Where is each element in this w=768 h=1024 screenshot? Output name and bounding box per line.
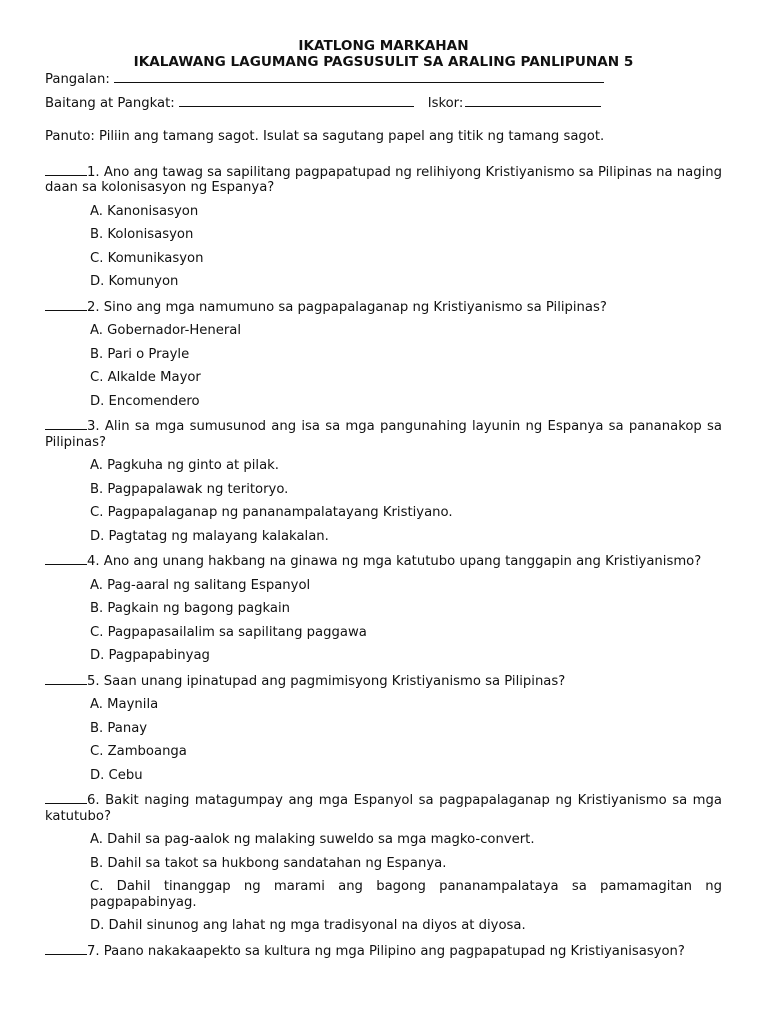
worksheet-page (45, 36, 722, 959)
answer-option: A. Maynila (90, 697, 159, 712)
question-number: 7. (87, 943, 100, 959)
answer-option: D. Pagpapabinyag (90, 648, 210, 663)
answer-option: D. Komunyon (90, 274, 179, 289)
question-text: Saan unang ipinatupad ang pagmimisyong Kristiyanismo sa Pilipinas? (103, 673, 566, 689)
score-label: Iskor: (427, 95, 464, 111)
grade-label: Baitang at Pangkat: (45, 95, 175, 111)
exam-title: IKALAWANG LAGUMANG PAGSUSULIT SA ARALING PANLIPUNAN 5 (133, 54, 634, 70)
question-number: 5. (87, 673, 100, 689)
question-item (45, 791, 722, 824)
answer-blank[interactable] (45, 163, 87, 176)
question-number: 1. (87, 164, 100, 180)
instructions: Panuto: Piliin ang tamang sagot. Isulat sa sagutang papel ang titik ng tamang sagot. (45, 129, 605, 144)
answer-option: B. Dahil sa takot sa hukbong sandatahan ng Espanya. (90, 855, 447, 871)
answer-option: C. Pagpapalaganap ng pananampalatayang Kristiyano. (90, 505, 453, 520)
option-list (45, 697, 722, 783)
question-item (45, 298, 722, 316)
option-list (45, 458, 722, 544)
question-item (45, 672, 722, 690)
name-blank[interactable] (114, 70, 604, 83)
question-number: 6. (87, 793, 100, 808)
question-text: Bakit naging matagumpay ang mga Espanyol sa pagpapalaganap ng Kristiyanismo sa mga katutubo? (45, 793, 722, 824)
answer-option: A. Pag-aaral ng salitang Espanyol (90, 577, 311, 593)
answer-option: D. Pagtatag ng malayang kalakalan. (90, 528, 329, 544)
name-label: Pangalan: (45, 72, 110, 87)
answer-option: D. Dahil sinunog ang lahat ng mga tradisyonal na diyos at diyosa. (90, 918, 526, 933)
grade-blank[interactable] (179, 94, 414, 107)
answer-blank[interactable] (45, 942, 87, 955)
answer-option: D. Encomendero (90, 393, 200, 409)
answer-blank[interactable] (45, 298, 87, 311)
grade-score-row (45, 94, 722, 112)
answer-option: B. Pagkain ng bagong pagkain (90, 601, 291, 616)
question-number: 2. (87, 299, 100, 315)
question-list (45, 163, 722, 960)
name-row (45, 70, 722, 88)
answer-blank[interactable] (45, 417, 87, 430)
question-item (45, 942, 722, 960)
answer-option: A. Kanonisasyon (90, 203, 199, 219)
question-item (45, 417, 722, 450)
answer-option: B. Panay (90, 720, 148, 736)
answer-option: B. Pari o Prayle (90, 346, 190, 362)
answer-option: A. Pagkuha ng ginto at pilak. (90, 458, 280, 473)
option-list (45, 832, 722, 934)
answer-option: A. Gobernador-Heneral (90, 323, 242, 338)
question-text: Ano ang tawag sa sapilitang pagpapatupad ng relihiyong Kristiyanismo sa Pilipinas na naging daan sa kolonisasyon ng Espanya? (45, 164, 722, 195)
question-text: Alin sa mga sumusunod ang isa sa mga pangunahing layunin ng Espanya sa pananakop sa Pilipinas? (45, 419, 722, 450)
answer-option: C. Pagpapasailalim sa sapilitang paggawa (90, 624, 367, 640)
option-list (45, 204, 722, 290)
quarter-title: IKATLONG MARKAHAN (298, 38, 469, 54)
option-list (45, 323, 722, 409)
question-text: Sino ang mga namumuno sa pagpapalaganap ng Kristiyanismo sa Pilipinas? (103, 299, 607, 315)
answer-option: B. Kolonisasyon (90, 227, 194, 242)
answer-blank[interactable] (45, 552, 87, 565)
question-item (45, 163, 722, 196)
answer-option: D. Cebu (90, 767, 143, 783)
answer-blank[interactable] (45, 791, 87, 804)
answer-option: A. Dahil sa pag-aalok ng malaking suweldo sa mga magko-convert. (90, 832, 535, 847)
answer-option: C. Alkalde Mayor (90, 370, 201, 385)
answer-option: B. Pagpapalawak ng teritoryo. (90, 481, 289, 497)
question-text: Paano nakakaapekto sa kultura ng mga Pilipino ang pagpapatupad ng Kristiyanisasyon? (103, 943, 685, 959)
score-blank[interactable] (465, 94, 601, 107)
question-number: 3. (87, 419, 100, 434)
question-text: Ano ang unang hakbang na ginawa ng mga katutubo upang tanggapin ang Kristiyanismo? (103, 554, 702, 569)
question-number: 4. (87, 554, 100, 569)
answer-option: C. Komunikasyon (90, 250, 204, 266)
option-list (45, 578, 722, 664)
question-item (45, 552, 722, 570)
answer-option: C. Zamboanga (90, 744, 187, 759)
answer-option: C. Dahil tinanggap ng marami ang bagong pananampalataya sa pamamagitan ng pagpapabinyag. (90, 879, 722, 910)
answer-blank[interactable] (45, 672, 87, 685)
